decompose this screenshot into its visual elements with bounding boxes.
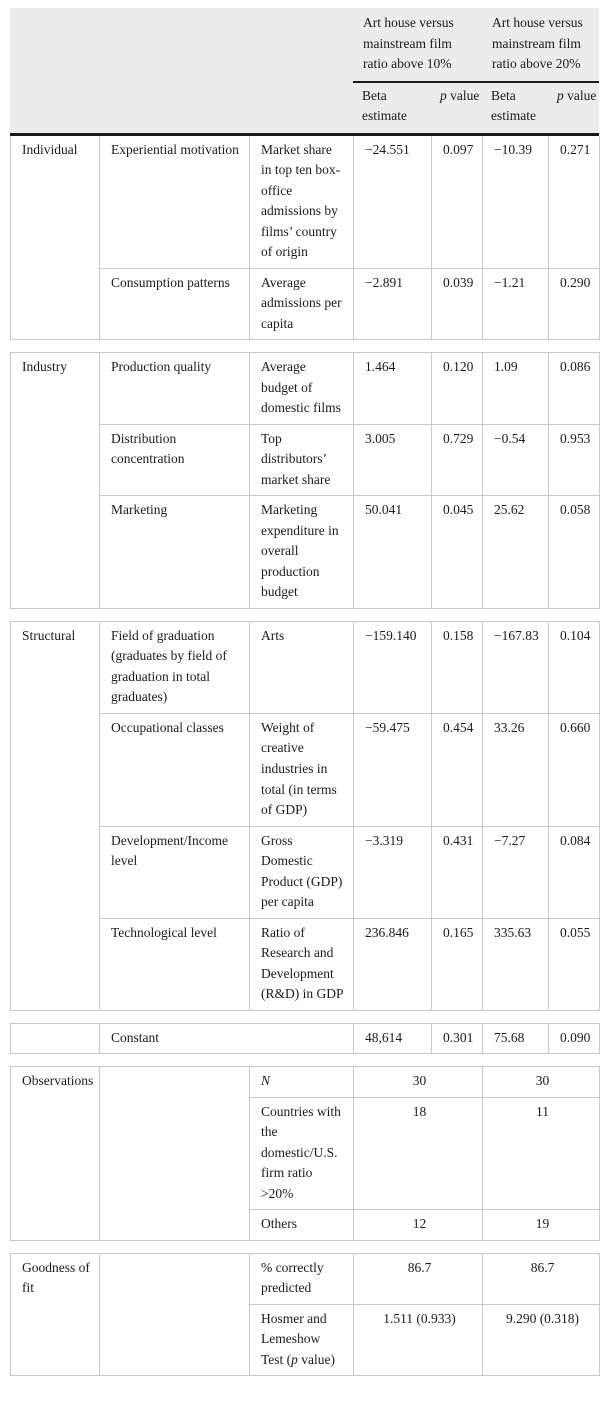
variable-cell: Development/Income level bbox=[100, 826, 250, 918]
beta-estimate-10-cell: 48,614 bbox=[354, 1023, 432, 1054]
sub-header-row bbox=[10, 83, 599, 135]
p-value-20-cell: 0.660 bbox=[549, 713, 600, 826]
p-symbol: p bbox=[291, 1351, 298, 1367]
table-row bbox=[11, 353, 600, 425]
category-cell: Industry bbox=[11, 353, 100, 609]
beta-estimate-10-header: Beta estimate bbox=[353, 83, 431, 135]
beta-estimate-10-cell: −3.319 bbox=[354, 826, 432, 918]
beta-estimate-10-cell: −2.891 bbox=[354, 268, 432, 340]
hosmer-label-suffix: value) bbox=[297, 1351, 336, 1367]
results-table-header bbox=[10, 8, 599, 136]
header-blank-cell bbox=[10, 83, 353, 135]
variable-cell: Distribution concentration bbox=[100, 424, 250, 496]
beta-estimate-20-cell: −10.39 bbox=[483, 136, 549, 269]
beta-estimate-20-cell: −7.27 bbox=[483, 826, 549, 918]
hosmer-label-prefix: Hosmer and Lemeshow Test ( bbox=[261, 1310, 327, 1367]
variable-cell: Experiential motivation bbox=[100, 136, 250, 269]
beta-estimate-20-header: Beta estimate bbox=[482, 83, 548, 135]
section-goodness-of-fit bbox=[10, 1253, 600, 1377]
value-20-cell: 11 bbox=[483, 1097, 600, 1210]
variable-cell bbox=[100, 1067, 250, 1241]
beta-estimate-20-cell: 33.26 bbox=[483, 713, 549, 826]
p-symbol: p bbox=[440, 87, 447, 103]
observation-label-cell: N bbox=[250, 1067, 354, 1098]
group-header-20-label: Art house versus mainstream film ratio above 20% bbox=[482, 8, 599, 83]
table-row bbox=[11, 918, 600, 1010]
p-value-20-cell: 0.104 bbox=[549, 621, 600, 713]
section-industry bbox=[10, 352, 600, 609]
variable-cell: Consumption patterns bbox=[100, 268, 250, 340]
table-row bbox=[11, 496, 600, 609]
value-10-cell: 12 bbox=[354, 1210, 483, 1241]
p-value-word: value bbox=[563, 87, 597, 103]
value-20-cell: 86.7 bbox=[483, 1253, 600, 1304]
beta-estimate-20-cell: 75.68 bbox=[483, 1023, 549, 1054]
beta-estimate-10-cell: −24.551 bbox=[354, 136, 432, 269]
description-cell: Weight of creative industries in total (in terms of GDP) bbox=[250, 713, 354, 826]
p-value-10-cell: 0.454 bbox=[432, 713, 483, 826]
section-structural bbox=[10, 621, 600, 1011]
group-header-10-label: Art house versus mainstream film ratio above 10% bbox=[353, 8, 482, 83]
p-value-20-header bbox=[548, 83, 599, 135]
p-value-10-cell: 0.729 bbox=[432, 424, 483, 496]
p-value-20-cell: 0.086 bbox=[549, 353, 600, 425]
p-value-20-cell: 0.084 bbox=[549, 826, 600, 918]
beta-estimate-10-cell: 236.846 bbox=[354, 918, 432, 1010]
variable-cell: Field of graduation (graduates by field of graduation in total graduates) bbox=[100, 621, 250, 713]
variable-cell: Production quality bbox=[100, 353, 250, 425]
p-value-20-cell: 0.271 bbox=[549, 136, 600, 269]
beta-estimate-10-cell: −59.475 bbox=[354, 713, 432, 826]
table-row bbox=[11, 826, 600, 918]
p-value-20-cell: 0.058 bbox=[549, 496, 600, 609]
table-row bbox=[11, 1023, 600, 1054]
category-cell: Structural bbox=[11, 621, 100, 1010]
table-row bbox=[11, 1253, 600, 1304]
p-value-20-cell: 0.055 bbox=[549, 918, 600, 1010]
table-row bbox=[11, 136, 600, 269]
p-value-20-cell: 0.290 bbox=[549, 268, 600, 340]
value-20-cell: 9.290 (0.318) bbox=[483, 1304, 600, 1376]
description-cell: Ratio of Research and Development (R&D) in GDP bbox=[250, 918, 354, 1010]
p-symbol: p bbox=[557, 87, 564, 103]
variable-cell: Occupational classes bbox=[100, 713, 250, 826]
observation-label-cell: Others bbox=[250, 1210, 354, 1241]
p-value-10-cell: 0.301 bbox=[432, 1023, 483, 1054]
p-value-20-cell: 0.953 bbox=[549, 424, 600, 496]
category-cell: Observations bbox=[11, 1067, 100, 1241]
category-cell: Individual bbox=[11, 136, 100, 340]
p-value-10-cell: 0.165 bbox=[432, 918, 483, 1010]
variable-cell: Marketing bbox=[100, 496, 250, 609]
p-value-10-cell: 0.431 bbox=[432, 826, 483, 918]
p-value-10-header bbox=[431, 83, 482, 135]
value-20-cell: 30 bbox=[483, 1067, 600, 1098]
group-header-row bbox=[10, 8, 599, 83]
p-value-10-cell: 0.045 bbox=[432, 496, 483, 609]
table-row bbox=[11, 621, 600, 713]
description-cell: Top distributors’ market share bbox=[250, 424, 354, 496]
value-10-cell: 86.7 bbox=[354, 1253, 483, 1304]
observation-label-cell: Countries with the domestic/U.S. firm ratio >20% bbox=[250, 1097, 354, 1210]
beta-estimate-20-cell: −0.54 bbox=[483, 424, 549, 496]
variable-cell bbox=[100, 1253, 250, 1376]
description-cell: Market share in top ten box-office admissions by films’ country of origin bbox=[250, 136, 354, 269]
table-row bbox=[11, 424, 600, 496]
p-value-word: value bbox=[446, 87, 480, 103]
description-cell: Average budget of domestic films bbox=[250, 353, 354, 425]
p-value-10-cell: 0.039 bbox=[432, 268, 483, 340]
description-cell: Average admissions per capita bbox=[250, 268, 354, 340]
beta-estimate-10-cell: 3.005 bbox=[354, 424, 432, 496]
value-20-cell: 19 bbox=[483, 1210, 600, 1241]
group-header-20 bbox=[482, 8, 599, 83]
beta-estimate-20-cell: −1.21 bbox=[483, 268, 549, 340]
description-cell: Gross Domestic Product (GDP) per capita bbox=[250, 826, 354, 918]
section-individual bbox=[10, 136, 600, 341]
beta-estimate-10-cell: 50.041 bbox=[354, 496, 432, 609]
section-observations bbox=[10, 1066, 600, 1241]
variable-cell: Technological level bbox=[100, 918, 250, 1010]
value-10-cell: 30 bbox=[354, 1067, 483, 1098]
group-header-10 bbox=[353, 8, 482, 83]
p-value-10-cell: 0.158 bbox=[432, 621, 483, 713]
description-cell: Arts bbox=[250, 621, 354, 713]
description-cell: Marketing expenditure in overall production budget bbox=[250, 496, 354, 609]
table-row bbox=[11, 268, 600, 340]
beta-estimate-20-cell: −167.83 bbox=[483, 621, 549, 713]
value-10-cell: 1.511 (0.933) bbox=[354, 1304, 483, 1376]
category-cell: Goodness of fit bbox=[11, 1253, 100, 1376]
goodness-label-cell: % correctly predicted bbox=[250, 1253, 354, 1304]
header-blank-cell bbox=[10, 8, 353, 83]
beta-estimate-20-cell: 25.62 bbox=[483, 496, 549, 609]
p-value-10-cell: 0.097 bbox=[432, 136, 483, 269]
table-row bbox=[11, 713, 600, 826]
beta-estimate-20-cell: 335.63 bbox=[483, 918, 549, 1010]
goodness-label-cell bbox=[250, 1304, 354, 1376]
beta-estimate-20-cell: 1.09 bbox=[483, 353, 549, 425]
value-10-cell: 18 bbox=[354, 1097, 483, 1210]
p-value-20-cell: 0.090 bbox=[549, 1023, 600, 1054]
table-row bbox=[11, 1067, 600, 1098]
section-constant bbox=[10, 1023, 600, 1055]
beta-estimate-10-cell: −159.140 bbox=[354, 621, 432, 713]
category-cell bbox=[11, 1023, 100, 1054]
constant-label-cell: Constant bbox=[100, 1023, 354, 1054]
beta-estimate-10-cell: 1.464 bbox=[354, 353, 432, 425]
p-value-10-cell: 0.120 bbox=[432, 353, 483, 425]
